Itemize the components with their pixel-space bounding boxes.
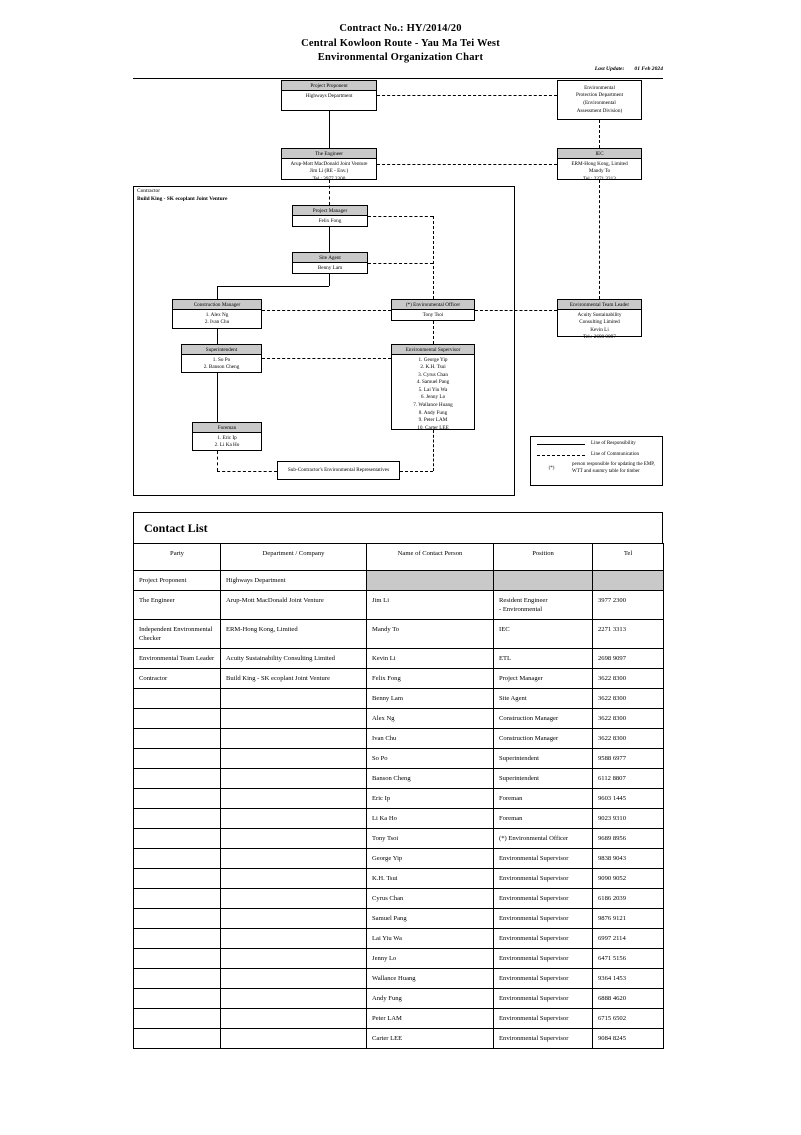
node-subcontractor-label: Sub-Contractor's Environmental Representatives [287,466,390,473]
cell-department [221,869,367,889]
cell-department [221,689,367,709]
cell-position: Foreman [494,809,593,829]
cell-party [134,889,221,909]
table-row [134,709,664,729]
cell-department [221,769,367,789]
table-row [134,591,664,620]
cell-party [134,849,221,869]
cell-party [134,829,221,849]
table-row [134,620,664,649]
node-project-proponent [281,80,377,111]
table-row [134,1009,664,1029]
node-construction-manager-p2: 2. Ivan Chu [204,319,230,326]
cell-name: Eric Ip [367,789,494,809]
document-header [0,0,801,66]
cell-tel: 3622 8300 [593,689,664,709]
cell-name: Wallance Huang [367,969,494,989]
cell-party: Project Proponent [134,571,221,591]
cell-department [221,729,367,749]
last-update-label: Last Update: [594,66,625,72]
node-etl-person: Kevin Li [590,326,609,333]
cell-department [221,1009,367,1029]
node-construction-manager-p1: 1. Alex Ng [205,311,229,318]
node-the-engineer [281,148,377,180]
cell-department [221,809,367,829]
column-header-position: Position [494,544,593,571]
table-row [134,849,664,869]
table-row [134,929,664,949]
contact-list-table [133,543,664,1049]
node-epd-line1: Environmental [584,84,615,91]
cell-tel: 6112 8807 [593,769,664,789]
cell-tel: 9603 1445 [593,789,664,809]
cell-position: Construction Manager [494,709,593,729]
cell-party [134,789,221,809]
cell-party [134,969,221,989]
cell-department [221,989,367,1009]
node-site-agent-person: Benny Lam [317,264,343,271]
cell-party: The Engineer [134,591,221,620]
cell-party [134,709,221,729]
cell-position: Site Agent [494,689,593,709]
cell-position: Foreman [494,789,593,809]
node-epd-line3: (Environmental [583,100,616,106]
cell-department [221,1029,367,1049]
cell-name: Kevin Li [367,649,494,669]
cell-department [221,969,367,989]
table-row [134,1029,664,1049]
cell-name: Mandy To [367,620,494,649]
connector-to-construction-manager [217,286,218,299]
node-etl-title: Environmental Team Leader [558,300,641,310]
connector-cm-superintendent [217,329,218,344]
line-of-communication-icon [537,455,585,456]
cell-name: Jim Li [367,591,494,620]
node-foreman [192,422,262,451]
asterisk-icon: (*) [548,465,555,471]
cell-name: Samuel Pang [367,909,494,929]
table-row [134,689,664,709]
cell-department [221,789,367,809]
cell-tel: 9084 8245 [593,1029,664,1049]
node-the-engineer-company: Arup-Mott MacDonald Joint Venture [290,160,368,167]
cell-position: Project Manager [494,669,593,689]
node-construction-manager-title: Construction Manager [173,300,261,310]
cell-name: Peter LAM [367,1009,494,1029]
cell-name: K.H. Tsui [367,869,494,889]
node-iec-company: ERM-Hong Kong, Limited [571,160,628,167]
cell-tel: 6715 6502 [593,1009,664,1029]
cell-party [134,749,221,769]
contractor-label-line2: Build King - SK ecoplant Joint Venture [137,195,228,202]
connector-pm-eo-h [368,216,433,217]
cell-position: IEC [494,620,593,649]
cell-tel: 9689 8956 [593,829,664,849]
line-of-responsibility-icon [537,444,585,445]
cell-name: George Yip [367,849,494,869]
cell-department: Acuity Sustainability Consulting Limited [221,649,367,669]
cell-party [134,809,221,829]
cell-name: Carter LEE [367,1029,494,1049]
connector-epd-iec [599,120,600,148]
cell-party [134,929,221,949]
node-es-p6: 6. Jenny Lo [420,394,446,401]
cell-department [221,929,367,949]
last-update-value: 01 Feb 2024 [634,66,663,72]
node-foreman-p1: 1. Eric Ip [217,434,237,441]
connector-iec-etl [599,180,600,299]
node-etl-company2: Consulting Limited [579,319,620,326]
cell-position: Environmental Supervisor [494,969,593,989]
node-the-engineer-tel: Tel.: 3977 2300 [312,175,346,182]
node-es-p9: 9. Peter LAM [418,417,448,424]
cell-party [134,1029,221,1049]
table-row [134,571,664,591]
cell-tel: 9090 9052 [593,869,664,889]
node-project-manager-title: Project Manager [293,206,367,216]
cell-tel: 3622 8300 [593,709,664,729]
cell-party: Environmental Team Leader [134,649,221,669]
cell-position: Environmental Supervisor [494,949,593,969]
cell-department: Highways Department [221,571,367,591]
cell-position: Environmental Supervisor [494,909,593,929]
cell-party: Contractor [134,669,221,689]
table-row [134,729,664,749]
cell-tel: 6471 5156 [593,949,664,969]
cell-position: Construction Manager [494,729,593,749]
node-superintendent-p2: 2. Banson Cheng [203,364,240,371]
cell-name: Banson Cheng [367,769,494,789]
cell-tel: 3622 8300 [593,669,664,689]
legend-star-note: person responsible for updating the EMP, WTT and sunmry table for timber [572,462,655,474]
node-epd-line4: Assessment Division) [576,107,623,114]
cell-tel: 2271 3313 [593,620,664,649]
cell-name: Ivan Chu [367,729,494,749]
legend-star-row [537,462,662,475]
cell-department [221,749,367,769]
connector-siteagent-down [329,274,330,286]
node-es-p5: 5. Lai Yiu Wa [418,386,448,393]
contractor-label-line1: Contractor [137,188,161,194]
cell-party [134,729,221,749]
cell-name [367,571,494,591]
node-environmental-officer-title: (*) Environmental Officer [392,300,474,310]
legend-responsibility-label: Line of Responsibility [591,441,636,446]
table-row [134,829,664,849]
node-iec-person: Mandy To [588,168,611,175]
connector-proponent-epd [377,95,557,96]
table-row [134,869,664,889]
cell-position: Environmental Supervisor [494,1029,593,1049]
cell-tel: 9023 9310 [593,809,664,829]
table-header-row [134,544,664,571]
cell-tel: 3622 8300 [593,729,664,749]
node-es-p2: 2. K.H. Tsui [420,364,446,371]
cell-department [221,949,367,969]
cell-department [221,889,367,909]
connector-bus-left [217,286,329,287]
node-iec [557,148,642,180]
connector-proponent-engineer [329,111,330,148]
node-environmental-team-leader [557,299,642,341]
header-project-name: Central Kowloon Route - Yau Ma Tei West [301,37,500,49]
header-chart-title: Environmental Organization Chart [317,52,484,63]
node-project-manager [292,205,368,227]
cell-department [221,849,367,869]
connector-cm-eo [262,310,391,311]
node-foreman-title: Foreman [193,423,261,433]
cell-position: Environmental Supervisor [494,889,593,909]
cell-tel: 3977 2300 [593,591,664,620]
node-iec-title: IEC [558,149,641,159]
connector-foreman-down [217,451,218,471]
node-the-engineer-title: The Engineer [282,149,376,159]
table-row [134,909,664,929]
cell-party [134,689,221,709]
node-es-p7: 7. Wallance Huang [413,402,453,409]
cell-department [221,709,367,729]
cell-tel: 9588 6977 [593,749,664,769]
node-environmental-officer-person: Tony Tsoi [422,311,444,318]
cell-party [134,989,221,1009]
node-site-agent-title: Site Agent [293,253,367,263]
table-row [134,789,664,809]
table-row [134,969,664,989]
node-es-p3: 3. Cyrus Chan [418,371,448,378]
connector-engineer-iec [377,164,557,165]
legend-responsibility-row [537,440,662,448]
table-row [134,889,664,909]
column-header-party: Party [134,544,221,571]
cell-position: ETL [494,649,593,669]
connector-superintendent-es [262,358,391,359]
cell-department: Build King - SK ecoplant Joint Venture [221,669,367,689]
column-header-department: Department / Company [221,544,367,571]
node-es-p4: 4. Samuel Pang [416,379,450,386]
node-es-p10: 10. Carter LEE [417,424,449,431]
node-superintendent [181,344,262,373]
column-header-name: Name of Contact Person [367,544,494,571]
node-epd [557,80,642,120]
table-row [134,949,664,969]
node-the-engineer-person: Jim Li (RE - Env.) [309,168,349,175]
cell-tel: 9876 9121 [593,909,664,929]
connector-pm-siteagent [329,227,330,252]
cell-position: Resident Engineer - Environmental [494,591,593,620]
cell-tel: 2698 9097 [593,649,664,669]
cell-tel: 9364 1453 [593,969,664,989]
chart-legend [530,436,663,486]
cell-department [221,829,367,849]
table-row [134,669,664,689]
contact-list-title: Contact List [133,512,663,543]
node-site-agent [292,252,368,274]
cell-name: Felix Fong [367,669,494,689]
node-project-proponent-title: Project Proponent [282,81,376,91]
legend-communication-row [537,451,662,459]
table-row [134,989,664,1009]
cell-name: Alex Ng [367,709,494,729]
column-header-tel: Tel [593,544,664,571]
node-etl-company1: Acuity Sustainability [577,311,622,318]
connector-eo-es [433,321,434,344]
node-environmental-supervisor [391,344,475,430]
last-update [595,66,663,72]
cell-party [134,1009,221,1029]
cell-position: Environmental Supervisor [494,849,593,869]
connector-engineer-pm [329,180,330,205]
table-row [134,749,664,769]
node-project-proponent-body: Highways Department [305,92,353,99]
cell-position: (*) Environmental Officer [494,829,593,849]
cell-name: Tony Tsoi [367,829,494,849]
node-project-manager-person: Felix Fong [318,217,342,224]
cell-party: Independent Environmental Checker [134,620,221,649]
table-row [134,769,664,789]
node-superintendent-p1: 1. So Po [212,356,231,363]
cell-party [134,909,221,929]
cell-party [134,869,221,889]
cell-position [494,571,593,591]
table-row [134,649,664,669]
node-epd-line2: Protection Department [575,92,624,99]
contractor-label [137,188,227,203]
node-superintendent-title: Superintendent [182,345,261,355]
cell-tel: 6997 2114 [593,929,664,949]
node-subcontractor-representatives [277,461,400,480]
cell-tel: 6186 2039 [593,889,664,909]
node-es-p1: 1. George Yip [418,356,448,363]
connector-eo-etl [475,310,557,311]
cell-name: Jenny Lo [367,949,494,969]
cell-position: Environmental Supervisor [494,869,593,889]
cell-tel [593,571,664,591]
cell-department: Arup-Mott MacDonald Joint Venture [221,591,367,620]
cell-name: Cyrus Chan [367,889,494,909]
cell-position: Superintendent [494,749,593,769]
cell-name: Andy Fung [367,989,494,1009]
node-environmental-officer [391,299,475,321]
node-construction-manager [172,299,262,329]
connector-superintendent-foreman [217,373,218,422]
cell-tel: 9838 9043 [593,849,664,869]
legend-communication-label: Line of Communication [591,452,640,457]
cell-position: Environmental Supervisor [494,1009,593,1029]
cell-department: ERM-Hong Kong, Limited [221,620,367,649]
connector-pm-eo [433,216,434,299]
node-environmental-supervisor-title: Environmental Supervisor [392,345,474,355]
connector-es-down [433,430,434,471]
node-es-p8: 8. Andy Fung [418,409,448,416]
cell-party [134,949,221,969]
cell-position: Environmental Supervisor [494,989,593,1009]
contact-list-section [133,512,663,1049]
organization-chart [0,78,801,510]
node-foreman-p2: 2. Li Ka Ho [214,442,240,449]
header-contract-no: Contract No.: HY/2014/20 [339,23,462,34]
connector-es-sub [400,471,433,472]
node-etl-tel: Tel.: 2698 9097 [583,334,616,341]
connector-foreman-sub [217,471,277,472]
cell-name: Lai Yiu Wa [367,929,494,949]
cell-name: So Po [367,749,494,769]
cell-department [221,909,367,929]
contractor-boundary [133,186,515,496]
cell-name: Li Ka Ho [367,809,494,829]
node-iec-tel: Tel.: 2271 3313 [583,175,616,182]
connector-siteagent-eo-h [368,263,433,264]
cell-party [134,769,221,789]
cell-tel: 6888 4620 [593,989,664,1009]
cell-position: Superintendent [494,769,593,789]
table-row [134,809,664,829]
cell-name: Benny Lam [367,689,494,709]
cell-position: Environmental Supervisor [494,929,593,949]
